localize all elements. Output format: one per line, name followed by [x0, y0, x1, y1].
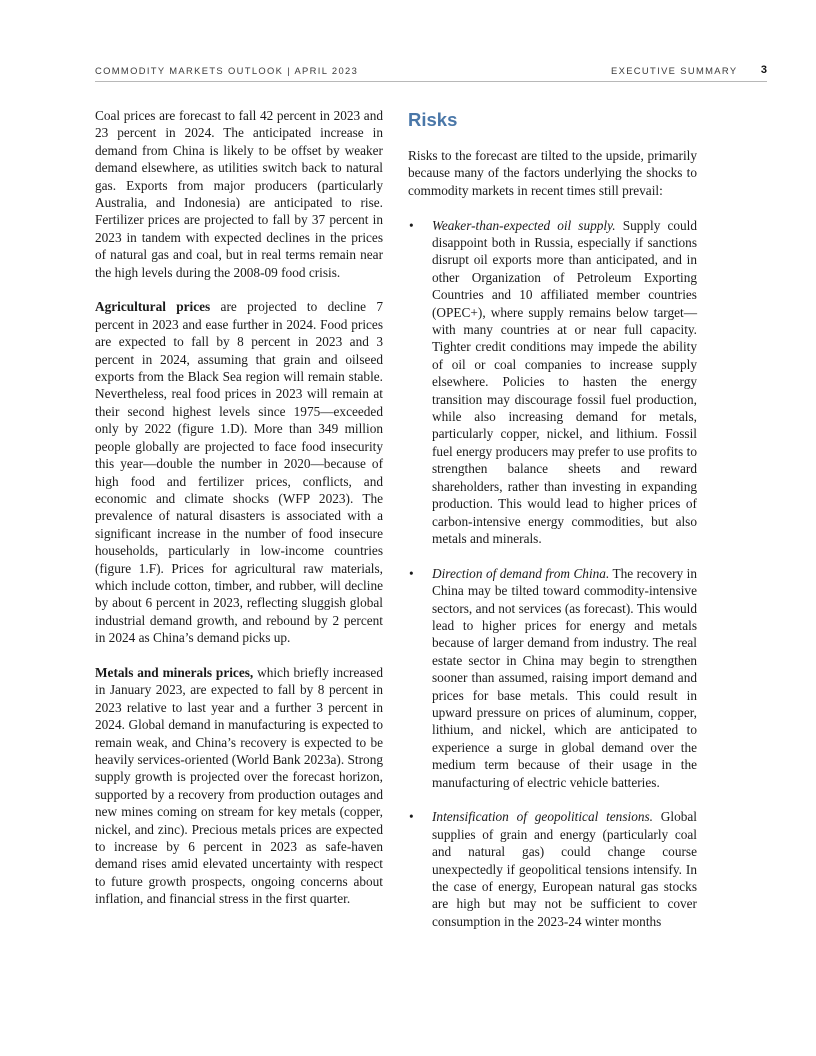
- risks-list: [408, 217, 697, 931]
- risk-text: Supply could disappoint both in Russia, especially if sanctions disrupt oil exports more than anticipated, and in other Organization of Petroleum Exporting Countries and 10 affiliated member countries (OPEC+), where supply remains below target—with many countries at or near full capacity. Tighter credit conditions may impede the ability of oil or coal companies to increase supply elsewhere. Policies to hasten the energy transition may discourage fossil fuel production, while also increasing demand for metals, particularly copper, nickel, and lithium. Fossil fuel energy producers may prefer to use profits to strengthen balance sheets and reward shareholders, rather than investing in expanding production. This would lead to higher prices of carbon-intensive energy commodities, but also metals and minerals.: [432, 217, 698, 546]
- risks-heading: Risks: [408, 109, 458, 130]
- bullet-icon: •: [409, 217, 414, 233]
- risk-item-geopolitical: [408, 808, 697, 930]
- risk-lead: Weaker-than-expected oil supply.: [432, 217, 616, 233]
- risk-text: The recovery in China may be tilted toward commodity-intensive sectors, and not services (as forecast). This would lead to higher prices for energy and metals because of larger demand from industry. The real estate sector in China may begin to strengthen sooner than assumed, raising import demand and prices for base metals. This could result in upward pressure on prices of aluminum, copper, lithium, and nickel, which are anticipated to experience a surge in global demand over the medium term because of their usage in the manufacturing of electric vehicle batteries.: [432, 565, 697, 790]
- risks-intro: Risks to the forecast are tilted to the upside, primarily because many of the factors underlying the shocks to commodity markets in recent times still prevail:: [408, 148, 697, 198]
- right-column: [408, 107, 697, 930]
- bullet-icon: •: [409, 565, 414, 581]
- publication-title: COMMODITY MARKETS OUTLOOK | APRIL 2023: [95, 65, 359, 76]
- risk-text: Global supplies of grain and energy (particularly coal and natural gas) could change course unexpectedly if geopolitical tensions intensify. In the case of energy, European natural gas stocks are high but may not be sufficient to cover consumption in the 2023-24 winter months: [432, 809, 697, 929]
- section-title: EXECUTIVE SUMMARY: [611, 65, 738, 76]
- risk-lead: Direction of demand from China.: [432, 565, 610, 581]
- agricultural-paragraph: [95, 298, 383, 646]
- metals-paragraph: [95, 664, 383, 908]
- agricultural-text: are projected to decline 7 percent in 2023 and ease further in 2024. Food prices are expected to fall by 8 percent in 2023 and 3 percent in 2024, assuming that grain and oilseed exports from the Black Sea region will remain stable. Nevertheless, real food prices in 2023 will remain at their second highest levels since 1975—exceeded only by 2022 (figure 1.D). More than 349 million people globally are projected to face food insecurity this year—double the number in 2020—because of high food and fertilizer prices, conflicts, and economic and climate shocks (WFP 2023). The prevalence of natural disasters is associated with a significant increase in the number of food insecure households, particularly in low-income countries (figure 1.F). Prices for agricultural raw materials, which include cotton, timber, and rubber, will decline by about 6 percent in 2023, reflecting sluggish global industrial demand growth, and rebound by 2 percent in 2024 as China’s demand picks up.: [95, 299, 383, 646]
- risk-item-oil-supply: [408, 217, 697, 548]
- metals-prices-lead: Metals and minerals prices,: [95, 664, 254, 680]
- agricultural-prices-lead: Agricultural prices: [95, 299, 211, 315]
- running-header: [95, 63, 767, 82]
- risk-lead: Intensification of geopolitical tensions.: [432, 809, 653, 825]
- bullet-icon: •: [409, 809, 414, 825]
- page-number: 3: [760, 64, 767, 76]
- coal-paragraph: Coal prices are forecast to fall 42 percent in 2023 and 23 percent in 2024. The anticipated increase in demand from China is likely to be offset by weaker demand elsewhere, as utilities switch back to natural gas. Exports from major producers (particularly Australia, and Indonesia) are anticipated to rise. Fertilizer prices are projected to fall by 37 percent in 2023 in tandem with expected declines in the prices of natural gas and coal, but in real terms remain near the high levels during the 2008-09 food crisis.: [95, 108, 383, 280]
- risk-item-china-demand: [408, 565, 697, 791]
- left-column: [95, 107, 383, 908]
- metals-text: which briefly increased in January 2023, are expected to fall by 8 percent in 2023 relative to last year and a further 3 percent in 2024. Global demand in manufacturing is expected to remain weak, and China’s recovery is expected to be heavily services-oriented (World Bank 2023a). Strong supply growth is projected over the forecast horizon, supported by a recovery from production outages and new mines coming on stream for key metals (copper, nickel, and zinc). Precious metals prices are expected to increase by 6 percent in 2023 as safe-haven demand rises amid elevated uncertainty with respect to future growth prospects, ongoing concerns about inflation, and financial stress in the first quarter.: [95, 664, 383, 907]
